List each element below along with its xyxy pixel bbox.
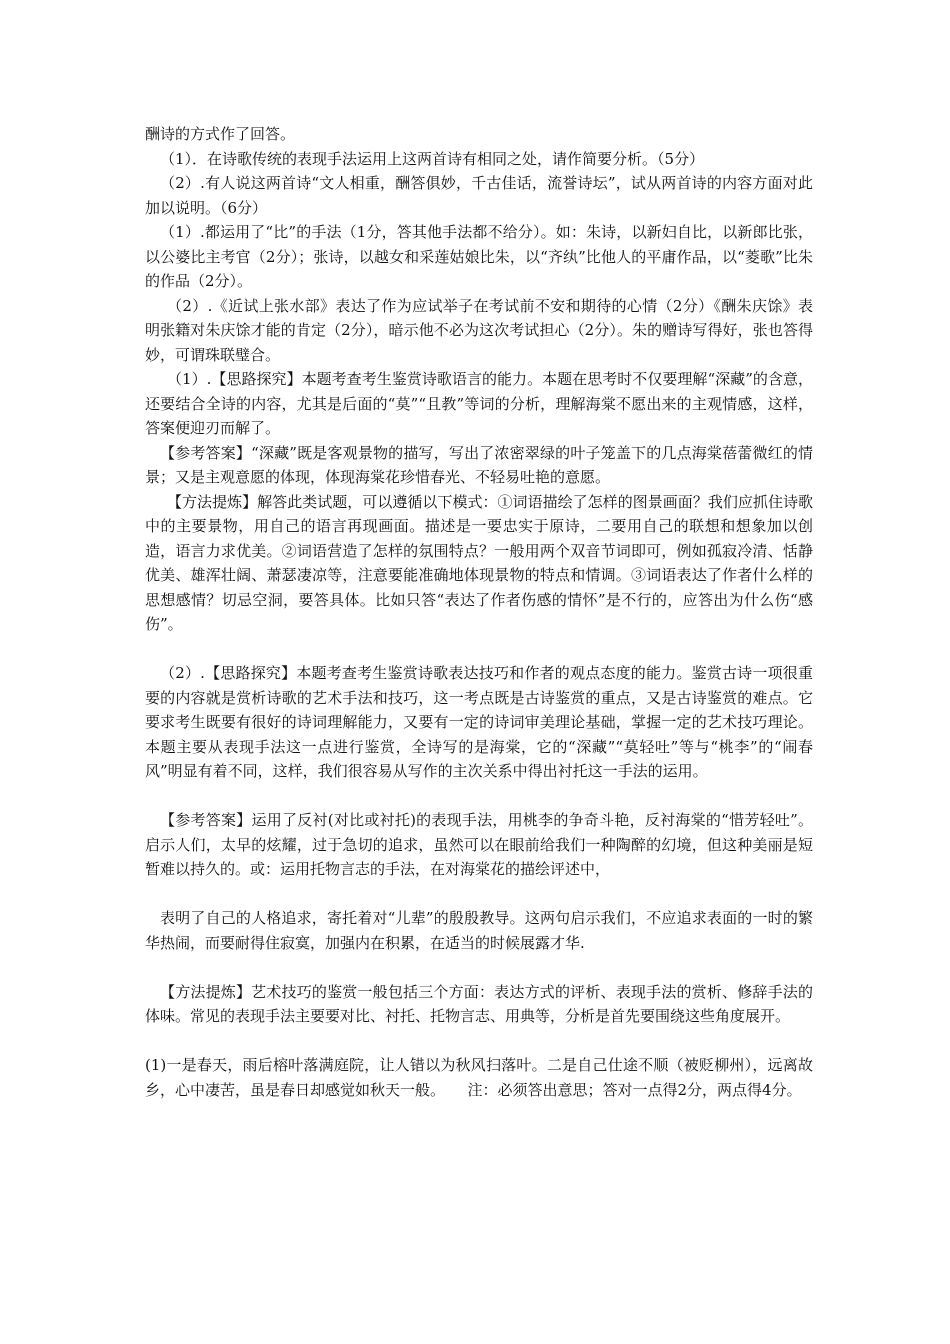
question-2: （2）.有人说这两首诗“文人相重，酬答俱妙，千古佳话，流誉诗坛”，试从两首诗的内容方面对此加以说明。（6分） [145,174,813,217]
reference-answer-2: 【参考答案】运用了反衬(对比或衬托)的表现手法，用桃李的争奇斗艳，反衬海棠的“惜芳轻吐”。启示人们，太早的炫耀，过于急切的追求，虽然可以在眼前给我们一种陶醉的幻境，但这种美丽是短暂难以持久的。或：运用托物言志的手法，在对海棠花的描绘评述中， [145,811,813,878]
method-summary-2: 【方法提炼】艺术技巧的鉴赏一般包括三个方面：表达方式的评析、表现手法的赏析、修辞手法的体味。常见的表现手法主要要对比、衬托、托物言志、用典等，分析是首先要围绕这些角度展开。 [145,982,813,1025]
paragraph-intro: 酬诗的方式作了回答。 [145,125,296,143]
question-1: （1）．在诗歌传统的表现手法运用上这两首诗有相同之处，请作简要分析。（5分） [160,149,705,168]
answer-1: （1）.都运用了“比”的手法（1分，答其他手法都不给分）。如：朱诗，以新妇自比，以新郎比张，以公婆比主考官（2分）；张诗，以越女和采莲姑娘比朱，以“齐纨”比他人的平庸作品，以“菱歌”比朱的作品（2分）。 [145,223,813,290]
answer-2: （2）.《近试上张水部》表达了作为应试举子在考试前不安和期待的心情（2分）《酬朱庆馀》表明张籍对朱庆馀才能的肯定（2分），暗示他不必为这次考试担心（2分）。朱的赠诗写得好，张也答得妙，可谓珠联璧合。 [145,296,813,364]
blank-line [145,955,813,980]
blank-line [145,637,813,662]
blank-line [145,1029,813,1054]
reference-answer-2-continued: 表明了自己的人格追求，寄托着对“儿辈”的殷殷教导。这两句启示我们，不应追求表面的一时的繁华热闹，而要耐得住寂寞，加强内在积累，在适当的时候展露才华. [145,909,813,952]
answer-final: (1)一是春天，雨后榕叶落满庭院，让人错以为秋风扫落叶。二是自己仕途不顺（被贬柳州），远离故乡，心中凄苦，虽是春日却感觉如秋天一般。 注：必须答出意思；答对一点得2分，两点得4分。 [145,1056,813,1099]
reference-answer-1: 【参考答案】“深藏”既是客观景物的描写，写出了浓密翠绿的叶子笼盖下的几点海棠蓓蕾微红的情景；又是主观意愿的体现，体现海棠花珍惜春光、不轻易吐艳的意愿。 [145,443,813,486]
blank-line [145,784,813,809]
document-page [145,122,813,1102]
blank-line [145,882,813,907]
analysis-2: （2）.【思路探究】本题考查考生鉴赏诗歌表达技巧和作者的观点态度的能力。鉴赏古诗一项很重要的内容就是赏析诗歌的艺术手法和技巧，这一考点既是古诗鉴赏的重点，又是古诗鉴赏的难点。它要求考生既要有很好的诗词理解能力，又要有一定的诗词审美理论基础，掌握一定的艺术技巧理论。本题主要从表现手法这一点进行鉴赏，全诗写的是海棠，它的“深藏”“莫轻吐”等与“桃李”的“闹春风”明显有着不同，这样，我们很容易从写作的主次关系中得出衬托这一手法的运用。 [145,664,813,780]
method-summary-1: 【方法提炼】解答此类试题，可以遵循以下模式：①词语描绘了怎样的图景画面？我们应抓住诗歌中的主要景物，用自己的语言再现画面。描述是一要忠实于原诗，二要用自己的联想和想象加以创造，语言力求优美。②词语营造了怎样的氛围特点？一般用两个双音节词即可，例如孤寂冷清、恬静优美、雄浑壮阔、萧瑟凄凉等，注意要能准确地体现景物的特点和情调。③词语表达了作者什么样的思想感情？切忌空洞，要答具体。比如只答“表达了作者伤感的情怀”是不行的，应答出为什么伤“感伤”。 [145,492,813,633]
analysis-1: （1）.【思路探究】本题考查考生鉴赏诗歌语言的能力。本题在思考时不仅要理解“深藏”的含意，还要结合全诗的内容，尤其是后面的“莫”“且教”等词的分析，理解海棠不愿出来的主观情感，这样，答案便迎刃而解了。 [145,370,813,437]
